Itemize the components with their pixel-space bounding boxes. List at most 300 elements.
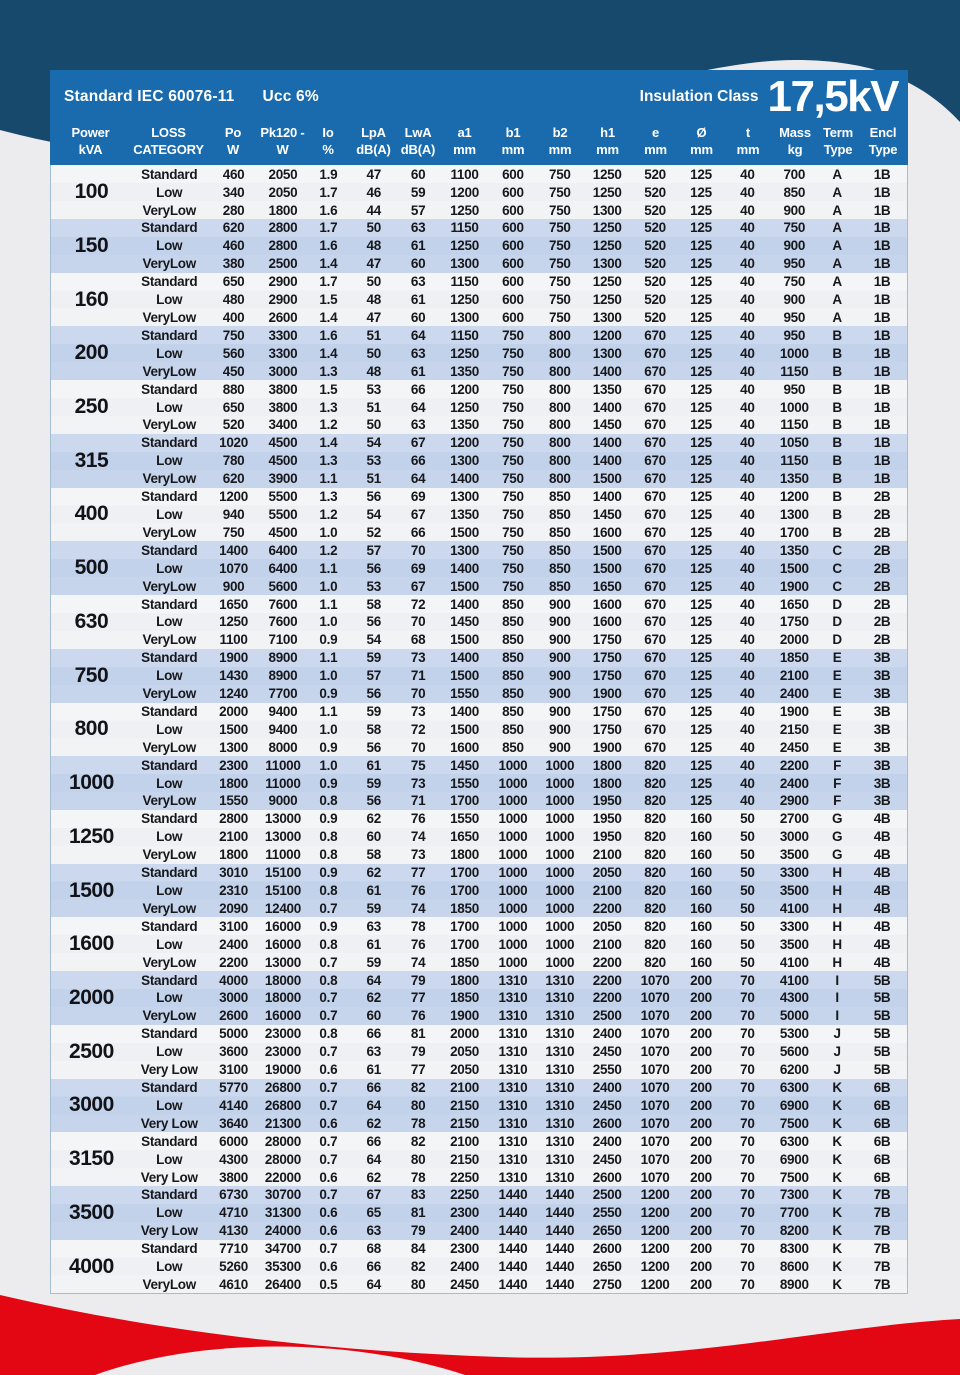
cell-a1: 1550 bbox=[450, 775, 479, 791]
power-rating: 2000 bbox=[69, 985, 114, 1009]
cell-e: 1070 bbox=[640, 972, 670, 988]
cell-t: 40 bbox=[740, 184, 755, 200]
cell-lwa: 72 bbox=[410, 721, 426, 737]
power-group-630 bbox=[51, 595, 907, 649]
cell-b2: 1310 bbox=[545, 1115, 575, 1131]
cell-b2: 1310 bbox=[545, 1008, 575, 1024]
standard-text: Standard IEC 60076-11 bbox=[64, 88, 235, 105]
cell-mass: 1150 bbox=[780, 453, 809, 469]
cell-pk120: 2050 bbox=[268, 184, 298, 200]
cell-lwa: 64 bbox=[410, 399, 426, 415]
cell-mass: 1000 bbox=[779, 399, 809, 415]
cell-b2: 1000 bbox=[545, 757, 575, 773]
loss-category: Standard bbox=[141, 1241, 198, 1257]
cell-diameter: 200 bbox=[690, 1223, 712, 1239]
cell-e: 1070 bbox=[640, 1115, 670, 1131]
cell-b1: 850 bbox=[502, 668, 524, 684]
power-group-750 bbox=[51, 649, 907, 703]
cell-h1: 1400 bbox=[592, 363, 622, 379]
loss-category: Low bbox=[156, 829, 183, 845]
cell-h1: 1750 bbox=[592, 668, 622, 684]
cell-e: 1200 bbox=[640, 1241, 670, 1257]
cell-term_type: K bbox=[832, 1079, 842, 1095]
cell-b1: 750 bbox=[502, 399, 524, 415]
cell-encl_type: 3B bbox=[873, 650, 891, 666]
cell-pk120: 5600 bbox=[268, 578, 298, 594]
cell-mass: 1650 bbox=[779, 596, 809, 612]
cell-e: 820 bbox=[644, 883, 666, 899]
insulation-class-label: Insulation Class bbox=[639, 87, 759, 105]
cell-lpa: 46 bbox=[366, 184, 381, 200]
cell-b2: 1440 bbox=[545, 1223, 575, 1239]
power-rating: 630 bbox=[74, 609, 109, 633]
loss-category: VeryLow bbox=[142, 524, 196, 540]
cell-po: 940 bbox=[222, 506, 245, 522]
cell-b1: 1310 bbox=[498, 972, 528, 988]
cell-po: 1100 bbox=[219, 632, 248, 648]
cell-e: 670 bbox=[644, 632, 666, 648]
cell-b1: 750 bbox=[502, 471, 524, 487]
cell-h1: 2600 bbox=[592, 1169, 622, 1185]
cell-t: 40 bbox=[740, 614, 755, 630]
cell-term_type: K bbox=[832, 1276, 842, 1292]
cell-io: 0.7 bbox=[319, 900, 338, 916]
power-group-800 bbox=[51, 703, 907, 757]
cell-io: 1.6 bbox=[319, 238, 338, 254]
cell-lpa: 56 bbox=[366, 793, 381, 809]
cell-io: 1.2 bbox=[319, 506, 338, 522]
cell-a1: 1500 bbox=[450, 632, 479, 648]
cell-pk120: 2900 bbox=[268, 292, 298, 308]
cell-mass: 6900 bbox=[779, 1097, 809, 1113]
loss-category: Standard bbox=[141, 327, 198, 343]
cell-t: 40 bbox=[740, 310, 755, 326]
cell-b1: 750 bbox=[502, 542, 524, 558]
cell-po: 1240 bbox=[219, 686, 248, 702]
cell-h1: 2650 bbox=[592, 1259, 622, 1275]
cell-b1: 750 bbox=[502, 417, 524, 433]
cell-pk120: 26800 bbox=[264, 1079, 301, 1095]
cell-lpa: 64 bbox=[366, 1151, 381, 1167]
cell-b1: 1310 bbox=[498, 1097, 528, 1113]
cell-diameter: 200 bbox=[690, 1044, 712, 1060]
cell-encl_type: 1B bbox=[873, 471, 891, 487]
cell-mass: 5300 bbox=[779, 1026, 809, 1042]
cell-lpa: 62 bbox=[366, 1169, 381, 1185]
cell-b2: 1000 bbox=[545, 936, 575, 952]
cell-io: 0.7 bbox=[319, 1151, 338, 1167]
cell-t: 50 bbox=[740, 936, 755, 952]
cell-encl_type: 4B bbox=[873, 829, 891, 845]
cell-h1: 2750 bbox=[592, 1276, 622, 1292]
cell-mass: 7500 bbox=[779, 1115, 809, 1131]
loss-category: Very Low bbox=[140, 1223, 198, 1239]
cell-diameter: 200 bbox=[690, 990, 712, 1006]
cell-a1: 1350 bbox=[450, 363, 479, 379]
cell-h1: 1450 bbox=[592, 506, 622, 522]
cell-po: 1430 bbox=[219, 668, 248, 684]
cell-diameter: 125 bbox=[690, 202, 712, 218]
cell-e: 1070 bbox=[640, 1008, 670, 1024]
cell-h1: 1750 bbox=[592, 721, 622, 737]
cell-e: 670 bbox=[644, 453, 666, 469]
cell-term_type: K bbox=[832, 1115, 842, 1131]
cell-diameter: 125 bbox=[690, 274, 712, 290]
cell-lwa: 79 bbox=[410, 1044, 426, 1060]
cell-t: 50 bbox=[740, 954, 755, 970]
cell-a1: 1850 bbox=[450, 954, 479, 970]
cell-mass: 3500 bbox=[779, 936, 809, 952]
cell-lpa: 48 bbox=[366, 363, 381, 379]
cell-pk120: 2500 bbox=[268, 256, 298, 272]
cell-b1: 600 bbox=[502, 238, 524, 254]
cell-mass: 6300 bbox=[779, 1133, 809, 1149]
cell-a1: 1400 bbox=[450, 560, 479, 576]
cell-po: 450 bbox=[222, 363, 245, 379]
column-header-pk120: Pk120 - W bbox=[260, 125, 305, 158]
loss-category: Low bbox=[156, 238, 183, 254]
column-header-b1: b1 mm bbox=[501, 125, 525, 158]
power-group-200 bbox=[51, 326, 907, 380]
cell-po: 1650 bbox=[219, 596, 248, 612]
cell-b1: 1000 bbox=[498, 793, 528, 809]
cell-lwa: 81 bbox=[410, 1205, 426, 1221]
cell-b2: 800 bbox=[548, 471, 571, 487]
cell-b2: 1310 bbox=[545, 972, 575, 988]
cell-term_type: F bbox=[833, 757, 842, 773]
cell-mass: 2200 bbox=[779, 757, 809, 773]
cell-term_type: A bbox=[832, 202, 842, 218]
cell-e: 1070 bbox=[640, 1169, 670, 1185]
cell-e: 670 bbox=[644, 739, 666, 755]
loss-category: Low bbox=[156, 990, 183, 1006]
cell-b2: 850 bbox=[548, 524, 571, 540]
cell-t: 50 bbox=[740, 847, 755, 863]
column-header-io: Io % bbox=[322, 125, 334, 158]
cell-lwa: 69 bbox=[410, 560, 426, 576]
cell-b2: 900 bbox=[548, 721, 571, 737]
cell-t: 70 bbox=[740, 1151, 755, 1167]
cell-e: 670 bbox=[644, 560, 666, 576]
cell-t: 40 bbox=[740, 542, 755, 558]
cell-t: 70 bbox=[740, 1205, 755, 1221]
power-rating: 1500 bbox=[69, 878, 114, 902]
cell-t: 40 bbox=[740, 489, 755, 505]
cell-lpa: 67 bbox=[366, 1187, 381, 1203]
cell-lwa: 63 bbox=[410, 274, 426, 290]
cell-term_type: E bbox=[832, 739, 842, 755]
cell-lpa: 61 bbox=[366, 883, 381, 899]
cell-a1: 2250 bbox=[450, 1187, 479, 1203]
cell-io: 0.6 bbox=[319, 1062, 338, 1078]
cell-mass: 1850 bbox=[779, 650, 809, 666]
cell-lwa: 66 bbox=[410, 453, 426, 469]
cell-mass: 1500 bbox=[779, 560, 809, 576]
cell-po: 650 bbox=[222, 274, 245, 290]
cell-lpa: 66 bbox=[366, 1133, 381, 1149]
loss-category: VeryLow bbox=[142, 1276, 196, 1292]
cell-a1: 1200 bbox=[450, 435, 479, 451]
cell-b1: 850 bbox=[502, 739, 524, 755]
cell-po: 2090 bbox=[219, 900, 248, 916]
cell-a1: 1900 bbox=[450, 1008, 479, 1024]
power-group-3150 bbox=[51, 1132, 907, 1186]
loss-category: Standard bbox=[141, 865, 198, 881]
cell-term_type: B bbox=[832, 327, 842, 343]
cell-pk120: 23000 bbox=[264, 1026, 301, 1042]
cell-a1: 1300 bbox=[450, 542, 479, 558]
cell-pk120: 4500 bbox=[268, 453, 298, 469]
cell-b1: 1310 bbox=[498, 1062, 528, 1078]
cell-term_type: H bbox=[832, 883, 842, 899]
cell-io: 0.7 bbox=[319, 990, 338, 1006]
cell-io: 0.7 bbox=[319, 1241, 338, 1257]
cell-pk120: 21300 bbox=[264, 1115, 301, 1131]
cell-t: 70 bbox=[740, 1223, 755, 1239]
cell-b1: 1440 bbox=[498, 1223, 528, 1239]
cell-b1: 1440 bbox=[498, 1259, 528, 1275]
cell-t: 70 bbox=[740, 1062, 755, 1078]
cell-h1: 1250 bbox=[592, 166, 622, 182]
cell-mass: 1050 bbox=[779, 435, 809, 451]
cell-mass: 850 bbox=[783, 184, 806, 200]
cell-a1: 1150 bbox=[450, 327, 479, 343]
cell-po: 1400 bbox=[219, 542, 248, 558]
cell-t: 40 bbox=[740, 596, 755, 612]
cell-t: 40 bbox=[740, 793, 755, 809]
cell-diameter: 160 bbox=[690, 829, 712, 845]
cell-a1: 2150 bbox=[450, 1151, 479, 1167]
cell-lwa: 71 bbox=[410, 793, 426, 809]
cell-pk120: 4500 bbox=[268, 524, 298, 540]
column-headers-row bbox=[50, 124, 908, 165]
cell-e: 820 bbox=[644, 793, 666, 809]
cell-lwa: 61 bbox=[410, 292, 426, 308]
cell-a1: 1650 bbox=[450, 829, 479, 845]
cell-e: 820 bbox=[644, 847, 666, 863]
loss-category: Very Low bbox=[140, 1115, 198, 1131]
cell-h1: 2400 bbox=[592, 1133, 622, 1149]
cell-diameter: 125 bbox=[690, 703, 712, 719]
cell-io: 0.7 bbox=[319, 1133, 338, 1149]
cell-h1: 2100 bbox=[592, 936, 622, 952]
cell-mass: 7300 bbox=[779, 1187, 809, 1203]
cell-po: 2200 bbox=[219, 954, 248, 970]
cell-lpa: 50 bbox=[366, 417, 381, 433]
cell-h1: 1300 bbox=[592, 310, 622, 326]
cell-b2: 900 bbox=[548, 650, 571, 666]
cell-po: 6730 bbox=[219, 1187, 248, 1203]
cell-b1: 850 bbox=[502, 632, 524, 648]
cell-io: 0.8 bbox=[319, 847, 338, 863]
cell-term_type: A bbox=[832, 256, 842, 272]
cell-t: 40 bbox=[740, 524, 755, 540]
cell-diameter: 125 bbox=[690, 399, 712, 415]
loss-category: Standard bbox=[141, 650, 198, 666]
power-group-1600 bbox=[51, 917, 907, 971]
cell-encl_type: 1B bbox=[873, 184, 891, 200]
cell-mass: 3500 bbox=[779, 883, 809, 899]
cell-b1: 1000 bbox=[498, 883, 528, 899]
cell-pk120: 3400 bbox=[268, 417, 298, 433]
cell-po: 7710 bbox=[219, 1241, 248, 1257]
cell-io: 1.3 bbox=[319, 363, 338, 379]
cell-lpa: 54 bbox=[366, 632, 381, 648]
cell-io: 0.7 bbox=[319, 1097, 338, 1113]
cell-lpa: 56 bbox=[366, 614, 381, 630]
cell-b1: 600 bbox=[502, 166, 524, 182]
cell-mass: 2700 bbox=[779, 811, 809, 827]
cell-b1: 750 bbox=[502, 363, 524, 379]
loss-category: Standard bbox=[141, 274, 198, 290]
cell-po: 620 bbox=[222, 471, 245, 487]
cell-a1: 2300 bbox=[450, 1205, 479, 1221]
cell-b2: 800 bbox=[548, 327, 571, 343]
cell-diameter: 125 bbox=[690, 668, 712, 684]
cell-pk120: 16000 bbox=[264, 1008, 301, 1024]
power-rating: 800 bbox=[74, 717, 109, 741]
cell-e: 1070 bbox=[640, 1133, 670, 1149]
cell-lpa: 59 bbox=[366, 650, 381, 666]
loss-category: Very Low bbox=[140, 1169, 198, 1185]
cell-encl_type: 2B bbox=[873, 489, 891, 505]
cell-lwa: 64 bbox=[410, 327, 426, 343]
cell-e: 820 bbox=[644, 918, 666, 934]
cell-h1: 1900 bbox=[592, 739, 622, 755]
cell-b2: 750 bbox=[548, 274, 571, 290]
cell-pk120: 5500 bbox=[268, 489, 298, 505]
cell-h1: 1750 bbox=[592, 703, 622, 719]
cell-diameter: 200 bbox=[690, 1026, 712, 1042]
cell-a1: 2150 bbox=[450, 1097, 479, 1113]
cell-encl_type: 3B bbox=[873, 703, 891, 719]
cell-b1: 1310 bbox=[498, 1151, 528, 1167]
cell-b1: 1310 bbox=[498, 1026, 528, 1042]
cell-encl_type: 1B bbox=[873, 238, 891, 254]
cell-io: 0.7 bbox=[319, 954, 338, 970]
power-group-4000 bbox=[51, 1240, 907, 1294]
cell-e: 820 bbox=[644, 829, 666, 845]
cell-term_type: B bbox=[832, 363, 842, 379]
cell-lpa: 44 bbox=[366, 202, 381, 218]
cell-mass: 7700 bbox=[779, 1205, 809, 1221]
cell-b2: 1440 bbox=[545, 1187, 575, 1203]
cell-e: 670 bbox=[644, 327, 666, 343]
cell-mass: 6200 bbox=[779, 1062, 809, 1078]
cell-t: 40 bbox=[740, 220, 755, 236]
cell-e: 1070 bbox=[640, 1151, 670, 1167]
cell-pk120: 15100 bbox=[264, 865, 301, 881]
cell-encl_type: 5B bbox=[873, 1008, 891, 1024]
cell-term_type: I bbox=[835, 990, 839, 1006]
loss-category: Low bbox=[156, 345, 183, 361]
cell-b1: 600 bbox=[502, 292, 524, 308]
cell-encl_type: 1B bbox=[873, 363, 891, 379]
cell-lwa: 80 bbox=[410, 1276, 426, 1292]
cell-t: 70 bbox=[740, 1259, 755, 1275]
cell-lpa: 54 bbox=[366, 506, 381, 522]
bottom-red-wave bbox=[0, 1285, 960, 1375]
loss-category: VeryLow bbox=[142, 1008, 196, 1024]
cell-mass: 8300 bbox=[779, 1241, 809, 1257]
cell-po: 780 bbox=[222, 453, 245, 469]
cell-diameter: 125 bbox=[690, 363, 712, 379]
power-group-1000 bbox=[51, 756, 907, 810]
cell-lpa: 58 bbox=[366, 721, 381, 737]
cell-mass: 4100 bbox=[779, 972, 809, 988]
cell-b2: 800 bbox=[548, 345, 571, 361]
cell-t: 70 bbox=[740, 1097, 755, 1113]
cell-pk120: 4500 bbox=[268, 435, 298, 451]
cell-mass: 2400 bbox=[779, 686, 809, 702]
cell-b1: 1440 bbox=[498, 1187, 528, 1203]
cell-e: 820 bbox=[644, 865, 666, 881]
cell-diameter: 160 bbox=[690, 936, 712, 952]
cell-a1: 2050 bbox=[450, 1062, 479, 1078]
cell-lwa: 66 bbox=[410, 381, 426, 397]
cell-po: 5770 bbox=[219, 1079, 248, 1095]
loss-category: VeryLow bbox=[142, 471, 196, 487]
cell-h1: 1300 bbox=[592, 202, 622, 218]
cell-h1: 2550 bbox=[592, 1205, 622, 1221]
cell-encl_type: 2B bbox=[873, 596, 891, 612]
cell-a1: 2100 bbox=[450, 1079, 479, 1095]
cell-lwa: 79 bbox=[410, 1223, 426, 1239]
cell-lwa: 63 bbox=[410, 345, 426, 361]
cell-mass: 2450 bbox=[779, 739, 809, 755]
cell-a1: 1400 bbox=[450, 703, 479, 719]
cell-mass: 1350 bbox=[779, 542, 809, 558]
cell-b2: 900 bbox=[548, 632, 571, 648]
cell-lpa: 62 bbox=[366, 1115, 381, 1131]
cell-mass: 1200 bbox=[779, 489, 809, 505]
cell-t: 40 bbox=[740, 399, 755, 415]
cell-lpa: 66 bbox=[366, 1259, 381, 1275]
cell-pk120: 26800 bbox=[264, 1097, 301, 1113]
cell-io: 1.2 bbox=[319, 542, 338, 558]
cell-mass: 1300 bbox=[779, 506, 809, 522]
cell-io: 0.9 bbox=[319, 632, 338, 648]
loss-category: Low bbox=[156, 399, 183, 415]
cell-e: 670 bbox=[644, 399, 666, 415]
cell-io: 0.8 bbox=[319, 936, 338, 952]
cell-t: 40 bbox=[740, 166, 755, 182]
cell-b2: 1000 bbox=[545, 793, 575, 809]
cell-e: 520 bbox=[644, 310, 666, 326]
cell-term_type: A bbox=[832, 292, 842, 308]
column-header-b2: b2 mm bbox=[548, 125, 572, 158]
cell-e: 1070 bbox=[640, 990, 670, 1006]
cell-lwa: 61 bbox=[410, 363, 426, 379]
cell-t: 40 bbox=[740, 757, 755, 773]
power-rating: 400 bbox=[74, 502, 109, 526]
cell-term_type: I bbox=[835, 972, 839, 988]
cell-io: 1.9 bbox=[319, 166, 338, 182]
cell-term_type: K bbox=[832, 1187, 842, 1203]
column-header-h1: h1 mm bbox=[596, 125, 619, 158]
cell-a1: 1250 bbox=[450, 399, 479, 415]
cell-po: 2310 bbox=[219, 883, 248, 899]
cell-t: 50 bbox=[740, 918, 755, 934]
cell-b1: 1000 bbox=[498, 775, 528, 791]
cell-h1: 1750 bbox=[592, 650, 622, 666]
cell-b1: 750 bbox=[502, 453, 524, 469]
power-group-1500 bbox=[51, 864, 907, 918]
cell-h1: 1750 bbox=[592, 632, 622, 648]
cell-term_type: J bbox=[833, 1062, 841, 1078]
cell-io: 0.8 bbox=[319, 972, 338, 988]
cell-lwa: 75 bbox=[410, 757, 426, 773]
